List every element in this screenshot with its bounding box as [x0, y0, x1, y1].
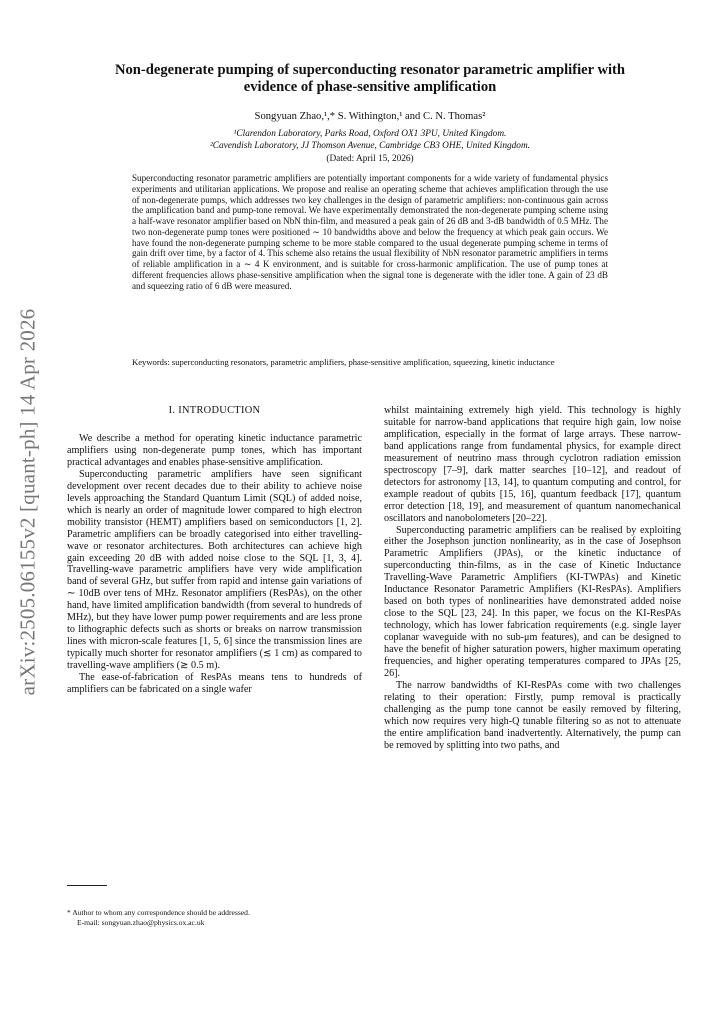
section-heading-introduction: I. INTRODUCTION [168, 405, 261, 416]
paragraph: whilst maintaining extremely high yield. This technology is highly suitable for narrow-band applications that require high gain, low noise amplification, especially in the format of large arrays. These narrow-band applications range from fundamental physics, for example direct measurement of neutrino mass through cyclotron radiation emission spectroscopy [7–9], dark matter searches [10–12], and readout of detectors for astronomy [13, 14], to quantum computing and control, for example readout of qubits [15, 16], quantum feedback [17], quantum error detection [18, 19], and measurement of quantum nanomechanical oscillators and nanobolometers [20–22]. [384, 405, 681, 524]
paragraph: We describe a method for operating kinetic inductance parametric amplifiers using non-degenerate pump tones, which has important practical advantages and enables phase-sensitive amplification. [67, 433, 362, 468]
paragraph: The narrow bandwidths of KI-ResPAs come with two challenges relating to their operation: Firstly, pump removal is practically challenging as the pump tone cannot be easily removed by filtering, which now requires very high-Q tunable filtering so as not to attenuate the entire amplification band inadvertently. Alternatively, the pump can be removed by splitting into two paths, and [384, 679, 681, 751]
body-column-right [384, 405, 681, 752]
affiliation-cambridge: ²Cavendish Laboratory, JJ Thomson Avenue, Cambridge CB3 OHE, United Kingdom. [210, 141, 530, 151]
paragraph: Superconducting parametric amplifiers can be realised by exploiting either the Josephson junction nonlinearity, as in the case of Josephson Parametric Amplifiers (JPAs), or the kinetic inductance of superconducting thin-films, as in the case of Kinetic Inductance Travelling-Wave Parametric Amplifiers (KI-TWPAs) and Kinetic Inductance Resonator Parametric Amplifiers (KI-ResPAs). Amplifiers based on both types of nonlinearities have demonstrated added noise close to the SQL [23, 24]. In this paper, we focus on the KI-ResPAs technology, which has lower fabrication requirements (e.g. single layer coplanar waveguide with no sub-μm features), and can be designed to have the benefit of higher saturation powers, higher maximum operating frequencies, and higher operating temperatures compared to JPAs [25, 26]. [384, 524, 681, 679]
paper-title [80, 62, 660, 96]
footnote-author-note: * Author to whom any correspondence should be addressed. [67, 908, 250, 917]
footnote [67, 908, 362, 927]
affiliation-oxford: ¹Clarendon Laboratory, Parks Road, Oxford OX1 3PU, United Kingdom. [233, 129, 507, 139]
author-list: Songyuan Zhao,¹,* S. Withington,¹ and C. N. Thomas² [254, 111, 486, 122]
footnote-email: E-mail: songyuan.zhao@physics.ox.ac.uk [77, 917, 205, 927]
footnote-divider [67, 885, 107, 886]
arxiv-identifier: arXiv:2505.06155v2 [quant-ph] 14 Apr 2026 [15, 308, 40, 696]
keywords: Keywords: superconducting resonators, parametric amplifiers, phase-sensitive amplification, squeezing, kinetic inductance [132, 357, 555, 367]
paragraph: The ease-of-fabrication of ResPAs means tens to hundreds of amplifiers can be fabricated on a single wafer [67, 672, 362, 696]
paragraph: Superconducting parametric amplifiers have seen significant development over recent decades due to their ability to achieve noise levels approaching the Standard Quantum Limit (SQL) of added noise, which is nearly an order of magnitude lower compared to high electron mobility transistor (HEMT) amplifiers based on semiconductors [1, 2]. Parametric amplifiers can be broadly categorised into either travelling-wave or resonator architectures. Both architectures can achieve high gain exceeding 20 dB with added noise close to the SQL [1, 3, 4]. Travelling-wave parametric amplifiers have very wide amplification band of several GHz, but suffer from rapid and intense gain variations of ∼ 10dB over tens of MHz. Resonator amplifiers (ResPAs), on the other hand, have limited amplification bandwidth (from several to hundreds of MHz), but they have lower pump power requirements and are less prone to lithographic defects such as shorts or breaks on narrow transmission lines with micron-scale features [1, 5, 6] since the transmission lines are typically much shorter for resonator amplifiers (≲ 1 cm) as compared to travelling-wave amplifiers (≳ 0.5 m). [67, 468, 362, 672]
abstract: Superconducting resonator parametric amplifiers are potentially important components for a wide variety of fundamental physics experiments and utilitarian applications. We propose and realise an operating scheme that achieves amplification through the use of non-degenerate pumps, which addresses two key challenges in the design of parametric amplifiers: non-continuous gain across the amplification band and pump-tone removal. We have experimentally demonstrated the non-degenerate pumping scheme using a half-wave resonator amplifier based on NbN thin-film, and measured a peak gain of 26 dB and 3-dB bandwidth of 0.5 MHz. The two non-degenerate pump tones were positioned ∼ 10 bandwidths above and below the frequency at which peak gain occurs. We have found the non-degenerate pumping scheme to be more stable compared to the usual degenerate pumping scheme in terms of gain drift over time, by a factor of 4. This scheme also retains the usual flexibility of NbN resonator parametric amplifiers in terms of reliable amplification in a ∼ 4 K environment, and is suitable for cross-harmonic amplification. The use of pump tones at different frequencies allows phase-sensitive amplification when the signal tone is degenerate with the idler tone. A gain of 23 dB and squeezing ratio of 6 dB were measured. [132, 173, 608, 291]
body-column-left [67, 433, 362, 696]
title-line-1: Non-degenerate pumping of superconducting resonator parametric amplifier with [114, 62, 626, 78]
title-line-2: evidence of phase-sensitive amplification [243, 79, 497, 95]
date-line: (Dated: April 15, 2026) [326, 154, 414, 164]
arxiv-sidebar [8, 308, 48, 696]
